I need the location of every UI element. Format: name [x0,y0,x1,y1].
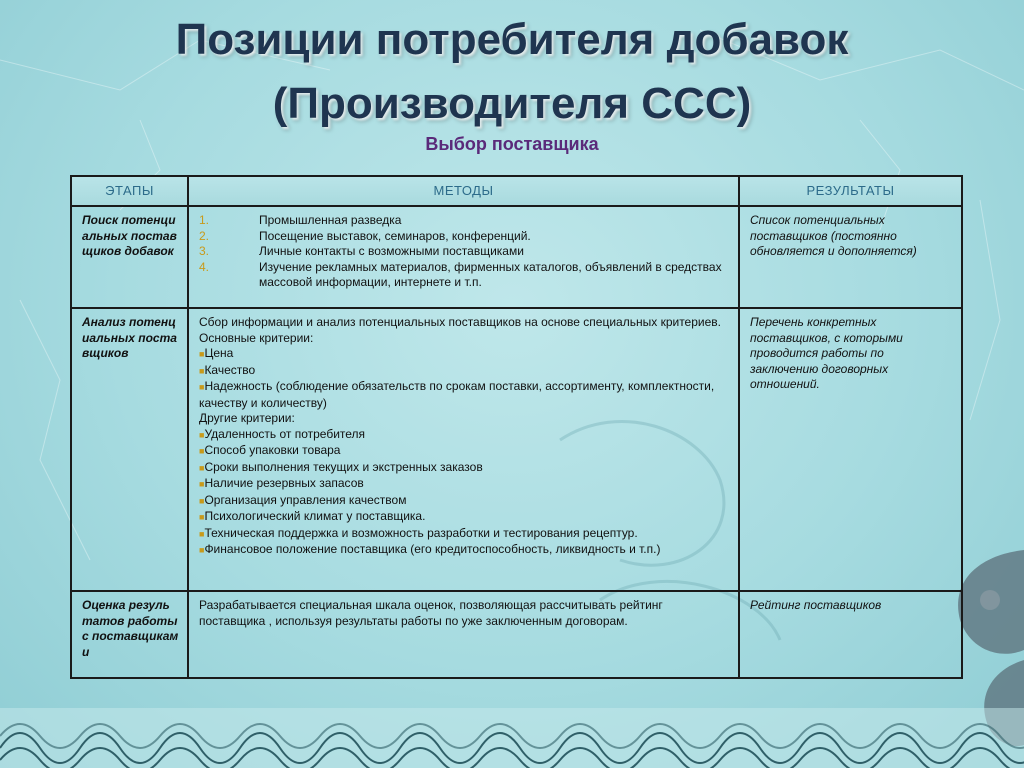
table-row [71,591,962,678]
list-item: ■Организация управления качеством [199,492,407,507]
bullet-icon: ■ [199,349,205,359]
bullet-icon: ■ [199,446,205,456]
result-evaluation: Рейтинг поставщиков [739,591,962,678]
list-item: ■Наличие резервных запасов [199,476,364,490]
result-search: Список потенциальных поставщиков (постоянно обновляется и дополняется) [739,206,962,308]
supplier-selection-table [70,175,963,679]
title-line-2: (Производителя ССС) [272,79,752,128]
slide-title [0,8,1024,136]
list-item: ■Сроки выполнения текущих и экстренных заказов [199,459,483,474]
list-item: 4. Изучение рекламных материалов, фирменных каталогов, объявлений в средствах массовой информации, интернете и т.п. [199,259,722,289]
bullet-icon: ■ [199,545,205,555]
list-item: ■Качество [199,362,256,377]
numbered-list [199,213,730,291]
bullet-icon: ■ [199,462,205,473]
list-item: ■Психологический климат у поставщика. [199,509,426,523]
list-item: 1. Промышленная разведка [199,213,402,227]
list-item: ■Техническая поддержка и возможность разработки и тестирования рецептур. [199,525,638,540]
list-item: ■Финансовое положение поставщика (его кредитоспособность, ликвидность и т.п.) [199,542,661,556]
slide-subtitle: Выбор поставщика [425,134,599,154]
stage-evaluation: Оценка результатов работы с поставщиками [71,591,188,678]
bullet-icon: ■ [199,528,205,539]
other-criteria-label: Другие критерии: [199,411,295,425]
table-header-row [71,176,962,206]
stage-search: Поиск потенциальных поставщиков добавок [71,206,188,308]
bullet-icon: ■ [199,365,205,376]
list-item: ■Надежность (соблюдение обязательств по срокам поставки, ассортименту, комплектности, качеству и количеству) [199,379,715,410]
stage-analysis: Анализ потенциальных поставщиков [71,308,188,591]
bullet-icon: ■ [199,512,205,522]
bullet-icon: ■ [199,429,205,440]
bullet-icon: ■ [199,495,205,506]
bullet-icon: ■ [199,479,205,489]
analysis-intro: Сбор информации и анализ потенциальных поставщиков на основе специальных критериев. [199,315,721,329]
table-row [71,206,962,308]
list-item: 2. Посещение выставок, семинаров, конференций. [199,228,531,243]
list-item: 3. Личные контакты с возможными поставщиками [199,244,524,258]
methods-evaluation: Разрабатывается специальная шкала оценок, позволяющая рассчитывать рейтинг поставщика , используя результаты работы по уже заключенным договорам. [188,591,739,678]
header-results: РЕЗУЛЬТАТЫ [739,176,962,206]
main-criteria-label: Основные критерии: [199,330,314,345]
header-methods: МЕТОДЫ [188,176,739,206]
methods-search [188,206,739,308]
list-item: ■Удаленность от потребителя [199,426,366,441]
result-analysis: Перечень конкретных поставщиков, с которыми проводится работы по заключению договорных отношений. [739,308,962,591]
list-item: ■Способ упаковки товара [199,443,341,457]
methods-analysis [188,308,739,591]
title-line-1: Позиции потребителя добавок [175,15,849,64]
bullet-icon: ■ [199,382,205,392]
list-item: ■Цена [199,346,234,360]
wave-border-ornament [0,708,1024,768]
header-stages: ЭТАПЫ [71,176,188,206]
table-row [71,308,962,591]
